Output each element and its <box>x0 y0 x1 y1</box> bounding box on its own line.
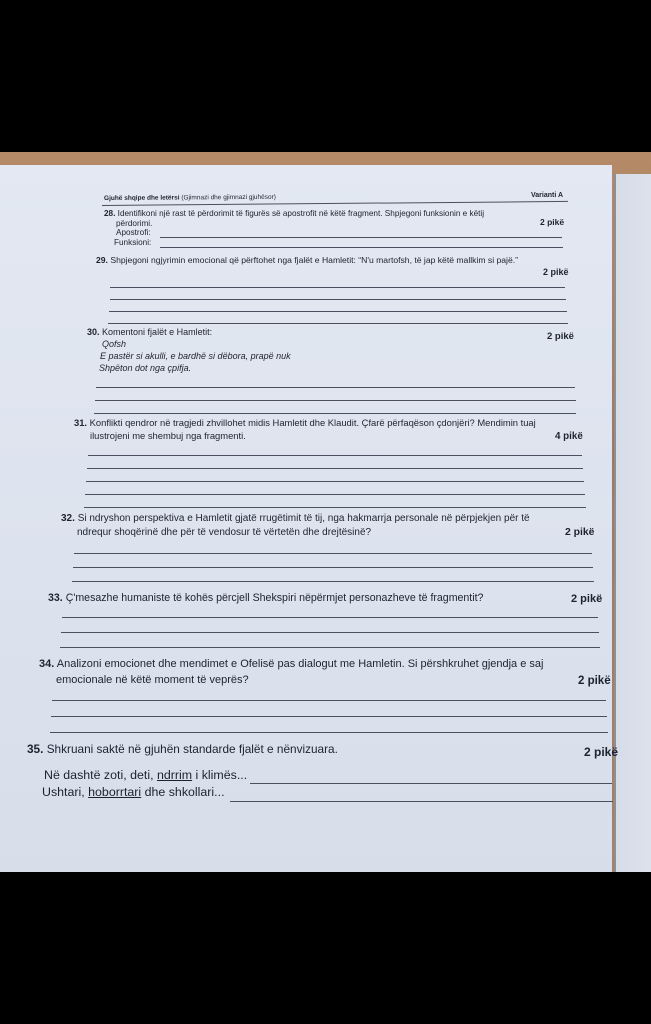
question-text-line1: Ç'mesazhe humaniste të kohës përcjell Shekspiri nëpërmjet personazheve të fragmentit? <box>65 592 484 604</box>
question-text-line1: Shpjegoni ngjyrimin emocional që përftohet nga fjalët e Hamletit: “N'u martofsh, të jap këtë mallkim si pajë.” <box>110 255 518 265</box>
question-28 <box>104 209 484 218</box>
question-number: 31. <box>74 417 88 428</box>
question-33-points: 2 pikë <box>571 593 603 605</box>
question-31-points: 4 pikë <box>555 431 583 442</box>
question-text-line1: Si ndryshon perspektiva e Hamletit gjatë rrugëtimit të tij, nga hakmarrja personale në përpjekjen për të <box>77 513 530 524</box>
photo-background <box>0 152 651 872</box>
adjacent-page-edge <box>614 174 651 872</box>
question-30-points: 2 pikë <box>547 331 574 342</box>
answer-line[interactable] <box>85 494 585 495</box>
answer-line[interactable] <box>73 567 593 568</box>
answer-line[interactable] <box>72 581 594 582</box>
question-text-line1: Shkruani saktë në gjuhën standarde fjalët e nënvizuara. <box>46 742 338 756</box>
quote-line3: Shpëton dot nga çpifja. <box>99 363 192 373</box>
question-text-line1: Komentoni fjalët e Hamletit: <box>102 327 213 337</box>
answer-line[interactable] <box>95 400 576 401</box>
sentence-2 <box>42 785 225 799</box>
answer-line[interactable] <box>108 323 568 324</box>
question-30 <box>87 327 212 337</box>
question-31-line2: ilustrojeni me shembuj nga fragmenti. <box>90 430 246 441</box>
question-text-line1: Analizoni emocionet dhe mendimet e Ofelisë pas dialogut me Hamletin. Si përshkruhet gjendja e saj <box>56 658 544 670</box>
question-number: 34. <box>39 658 55 670</box>
page-header-subject <box>104 194 276 203</box>
question-35 <box>27 743 338 757</box>
question-32-points: 2 pikë <box>565 527 595 538</box>
sentence-2-answer-line[interactable] <box>230 801 613 802</box>
answer-line[interactable] <box>74 553 592 554</box>
answer-line[interactable] <box>110 299 566 300</box>
question-35-points: 2 pikë <box>584 745 619 759</box>
variant-label: Varianti A <box>531 192 564 199</box>
exam-page <box>0 165 619 872</box>
quote-line2: E pastër si akulli, e bardhë si dëbora, prapë nuk <box>100 351 291 361</box>
question-28-line2: përdorimi. <box>116 219 153 228</box>
subject-bold: Gjuhë shqipe dhe letërsi <box>103 194 180 202</box>
answer-line[interactable] <box>86 481 584 482</box>
question-34 <box>39 658 543 671</box>
answer-line[interactable] <box>51 716 607 717</box>
question-29-points: 2 pikë <box>543 267 569 277</box>
apostrofi-label: Apostrofi: <box>116 228 151 237</box>
funksioni-label: Funksioni: <box>114 238 152 247</box>
question-number: 30. <box>87 327 100 337</box>
quote-line1: Qofsh <box>102 339 127 349</box>
sentence-2-after: dhe shkollari... <box>141 785 225 799</box>
answer-line[interactable] <box>62 617 598 618</box>
apostrofi-answer-line[interactable] <box>160 237 562 238</box>
sentence-1 <box>44 768 247 782</box>
question-text-line1: Identifikoni një rast të përdorimit të figurës së apostrofit në këtë fragment. Shpjegoni funksionin e këtij <box>117 209 485 218</box>
question-number: 35. <box>27 742 44 756</box>
sentence-2-before: Ushtari, <box>42 785 89 799</box>
funksioni-answer-line[interactable] <box>160 247 563 248</box>
question-32 <box>61 513 530 525</box>
answer-line[interactable] <box>88 455 582 456</box>
subject-rest: (Gjimnazi dhe gjimnazi gjuhësor) <box>179 193 276 202</box>
question-34-line2: emocionale në këtë moment të veprës? <box>56 674 249 686</box>
question-34-points: 2 pikë <box>578 675 611 687</box>
answer-line[interactable] <box>50 732 608 733</box>
question-28-points: 2 pikë <box>540 217 565 227</box>
question-text-line1: Konflikti qendror në tragjedi zhvillohet midis Hamletit dhe Klaudit. Çfarë përfaqëson çdonjëri? Mendimin tuaj <box>89 417 536 428</box>
answer-line[interactable] <box>110 287 565 288</box>
answer-line[interactable] <box>52 700 606 701</box>
answer-line[interactable] <box>84 507 586 508</box>
answer-line[interactable] <box>61 632 599 633</box>
sentence-1-answer-line[interactable] <box>250 783 612 784</box>
sentence-2-underlined-word: hoborrtari <box>88 785 142 799</box>
sentence-1-after: i klimës... <box>192 768 248 782</box>
sentence-1-underlined-word: ndrrim <box>156 768 193 782</box>
answer-line[interactable] <box>94 413 576 414</box>
question-31 <box>74 418 536 429</box>
question-number: 33. <box>48 592 63 604</box>
answer-line[interactable] <box>87 468 583 469</box>
question-32-line2: ndrequr shoqërinë dhe për të vendosur të vërtetën dhe drejtësinë? <box>77 527 372 538</box>
sentence-1-before: Në dashtë zoti, deti, <box>44 768 157 782</box>
question-33 <box>48 592 483 604</box>
question-number: 28. <box>104 209 116 218</box>
question-number: 29. <box>96 255 108 265</box>
question-number: 32. <box>61 513 75 524</box>
question-29 <box>96 256 518 266</box>
answer-line[interactable] <box>96 387 575 388</box>
answer-line[interactable] <box>109 311 567 312</box>
answer-line[interactable] <box>60 647 600 648</box>
